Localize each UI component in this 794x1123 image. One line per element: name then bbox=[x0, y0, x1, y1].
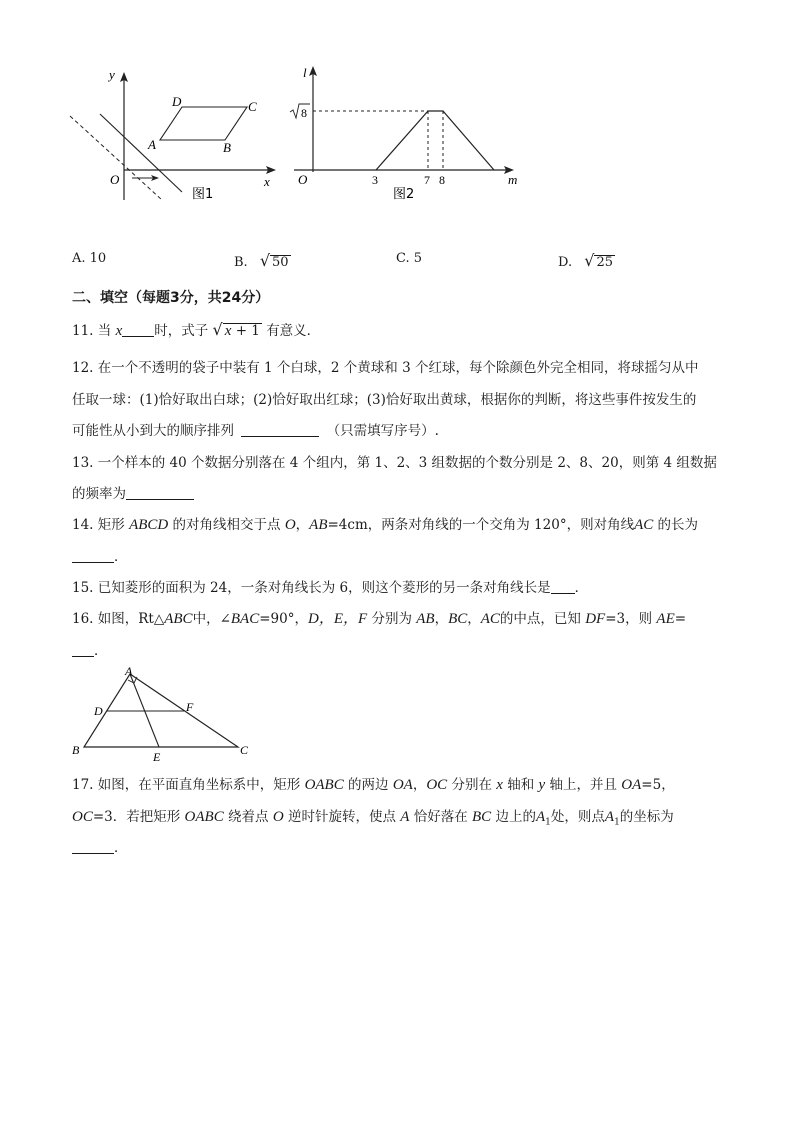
q17-oa2: OA bbox=[621, 777, 642, 793]
fig2-label-m: m bbox=[508, 172, 518, 187]
q11-blank[interactable] bbox=[122, 324, 154, 337]
q16-fig-label-c: C bbox=[240, 743, 249, 757]
fig2-label-o: O bbox=[298, 172, 308, 187]
q16-def: D，E，F bbox=[307, 611, 368, 627]
q12-line3 bbox=[72, 423, 439, 439]
fig2-caption: 图2 bbox=[393, 187, 415, 202]
q16-bc: BC bbox=[448, 611, 468, 627]
q17-oa: OA bbox=[392, 777, 413, 793]
q12-line3-note: （只需填写序号）. bbox=[326, 423, 439, 439]
q17-t10: 逆时针旋转，使点 bbox=[287, 809, 396, 825]
fig2-tick-3: 3 bbox=[372, 173, 378, 187]
fig1-label-x: x bbox=[264, 174, 270, 189]
q17-a1b: A bbox=[604, 809, 615, 825]
option-a: A. 10 bbox=[72, 251, 107, 266]
question-11 bbox=[72, 322, 320, 339]
sqrt-icon: √ bbox=[212, 320, 223, 339]
q16-t3: =90°， bbox=[259, 611, 308, 627]
q17-bc: BC bbox=[472, 809, 492, 825]
q14-rect: ABCD bbox=[129, 517, 169, 533]
q16-t2: 中，∠ bbox=[192, 611, 231, 627]
q15-text: 15. 已知菱形的面积为 24，一条对角线长为 6，则这个菱形的另一条对角线长是 bbox=[72, 580, 551, 596]
q16-ac: AC bbox=[480, 611, 500, 627]
q16-line1 bbox=[72, 611, 686, 627]
fig1-label-a: A bbox=[148, 137, 156, 152]
q11-radicand-var: x bbox=[224, 323, 232, 339]
q16-t5: ， bbox=[434, 611, 449, 627]
q11-radical bbox=[223, 323, 262, 338]
option-d-prefix: D. bbox=[558, 255, 573, 270]
q17-blank[interactable] bbox=[72, 841, 114, 854]
q17-t14: 的坐标为 bbox=[619, 809, 674, 825]
q16-fig-label-a: A bbox=[125, 664, 133, 678]
q13-line1: 13. 一个样本的 40 个数据分别落在 4 个组内，第 1、2、3 组数据的个数分别是 2、8、20，则第 4 组数据 bbox=[72, 455, 717, 471]
q15-end: ． bbox=[574, 580, 589, 596]
q14-line2 bbox=[72, 549, 128, 565]
fig1-label-d: D bbox=[172, 94, 182, 109]
q17-t4: 分别在 bbox=[451, 777, 492, 793]
fig1-label-c: C bbox=[248, 99, 257, 114]
q17-t5: 轴和 bbox=[507, 777, 535, 793]
q12-line3-text: 可能性从小到大的顺序排列 bbox=[72, 423, 234, 439]
fig1-label-b: B bbox=[223, 140, 231, 155]
q15-blank[interactable] bbox=[551, 581, 575, 594]
q16-t9: = bbox=[674, 611, 687, 627]
q17-sub1: 1 bbox=[545, 817, 551, 828]
q12-blank[interactable] bbox=[241, 424, 319, 437]
q17-t9: 绕着点 bbox=[228, 809, 269, 825]
figure-q16-triangle bbox=[66, 664, 266, 764]
fig1-parallelogram bbox=[160, 107, 247, 140]
q17-oabc2: OABC bbox=[184, 809, 224, 825]
q13-line2 bbox=[72, 486, 194, 502]
q16-df: DF bbox=[585, 611, 606, 627]
q14-blank[interactable] bbox=[72, 550, 114, 563]
q17-sub1b: 1 bbox=[614, 817, 620, 828]
q16-t8: =3，则 bbox=[605, 611, 653, 627]
q11-prefix: 11. 当 bbox=[72, 323, 112, 339]
q14-end: ． bbox=[114, 549, 128, 565]
option-d-radicand: 25 bbox=[596, 255, 613, 270]
q13-blank[interactable] bbox=[126, 487, 194, 500]
option-b-prefix: B. bbox=[234, 255, 248, 270]
q14-t2: 的对角线相交于点 bbox=[172, 517, 281, 533]
q16-bac: BAC bbox=[230, 611, 260, 627]
figure-1 bbox=[62, 60, 292, 210]
q16-end: ． bbox=[94, 643, 108, 659]
q16-fig-label-d: D bbox=[94, 704, 103, 718]
q14-line1 bbox=[72, 517, 698, 533]
q16-fig-label-b: B bbox=[72, 743, 80, 757]
q17-t2: 的两边 bbox=[348, 777, 389, 793]
q13-line2-text: 的频率为 bbox=[72, 486, 126, 502]
q17-t6: 轴上，并且 bbox=[549, 777, 617, 793]
option-c: C. 5 bbox=[396, 251, 423, 266]
fig1-label-o: O bbox=[110, 172, 120, 187]
q14-t3: ， bbox=[295, 517, 310, 533]
q14-t1: 14. 矩形 bbox=[72, 517, 125, 533]
fig2-label-sqrt8: 8 bbox=[301, 106, 307, 120]
sqrt-icon: √ bbox=[584, 251, 595, 270]
q17-oc2: OC bbox=[72, 809, 93, 825]
q11-var: x bbox=[115, 323, 123, 339]
fig1-label-y: y bbox=[109, 67, 115, 82]
q16-t7: 的中点，已知 bbox=[499, 611, 581, 627]
sqrt-icon: √ bbox=[259, 251, 271, 270]
q17-o: O bbox=[272, 809, 284, 825]
fig2-label-l: l bbox=[303, 65, 307, 80]
q16-ae: AE bbox=[656, 611, 675, 627]
fig2-sqrt-sign bbox=[290, 104, 310, 118]
fig2-trapezoid-graph bbox=[376, 111, 494, 170]
fig2-tick-7: 7 bbox=[424, 173, 430, 187]
q16-t6: ， bbox=[467, 611, 481, 627]
q16-blank[interactable] bbox=[72, 644, 94, 657]
q17-a1: A bbox=[535, 809, 546, 825]
option-d bbox=[558, 251, 615, 270]
question-15 bbox=[72, 580, 588, 596]
q12-line2: 任取一球：(1)恰好取出白球；(2)恰好取出红球；(3)恰好取出黄球，根据你的判断，将这些事件按发生的 bbox=[72, 392, 697, 408]
q16-t1: 16. 如图，Rt△ bbox=[72, 611, 165, 627]
q16-fig-label-e: E bbox=[153, 750, 161, 764]
q17-t8: =3．若把矩形 bbox=[92, 809, 181, 825]
q16-t4: 分别为 bbox=[371, 611, 412, 627]
q17-t3: ， bbox=[412, 777, 427, 793]
q17-t1: 17. 如图，在平面直角坐标系中，矩形 bbox=[72, 777, 301, 793]
q16-fig-label-f: F bbox=[186, 700, 194, 714]
option-b bbox=[234, 251, 291, 270]
q17-t11: 恰好落在 bbox=[413, 809, 468, 825]
figure-2 bbox=[284, 60, 524, 210]
q17-line1 bbox=[72, 777, 675, 793]
q11-end: 有意义． bbox=[266, 323, 321, 339]
q14-ac: AC bbox=[634, 517, 654, 533]
q17-line2 bbox=[72, 809, 674, 831]
q14-o: O bbox=[284, 517, 296, 533]
q17-x: x bbox=[496, 777, 503, 793]
q17-end: ． bbox=[114, 840, 128, 856]
q17-oabc: OABC bbox=[304, 777, 344, 793]
section-title: 二、填空（每题3分，共24分） bbox=[72, 290, 270, 306]
q17-oc: OC bbox=[426, 777, 448, 793]
q14-t5: 的长为 bbox=[657, 517, 699, 533]
fig2-tick-8: 8 bbox=[439, 173, 445, 187]
q16-line2 bbox=[72, 643, 108, 659]
fig1-caption: 图1 bbox=[192, 187, 214, 202]
q17-y: y bbox=[538, 777, 546, 793]
q11-mid: 时，式子 bbox=[154, 323, 209, 339]
q14-ab: AB bbox=[309, 517, 328, 533]
q17-t12: 边上的 bbox=[495, 809, 536, 825]
q12-line1: 12. 在一个不透明的袋子中装有 1 个白球，2 个黄球和 3 个红球，每个除颜色外完全相同，将球摇匀从中 bbox=[72, 360, 699, 376]
q16-abc: ABC bbox=[164, 611, 193, 627]
q17-t13: 处，则点 bbox=[550, 809, 605, 825]
q17-a: A bbox=[400, 809, 410, 825]
q14-t4: =4cm，两条对角线的一个交角为 120°，则对角线 bbox=[327, 517, 635, 533]
q11-radicand-rest: + 1 bbox=[231, 323, 260, 339]
q16-ab: AB bbox=[416, 611, 435, 627]
q17-line3 bbox=[72, 840, 128, 856]
q17-t7: =5， bbox=[641, 777, 675, 793]
option-b-radicand: 50 bbox=[272, 255, 289, 270]
